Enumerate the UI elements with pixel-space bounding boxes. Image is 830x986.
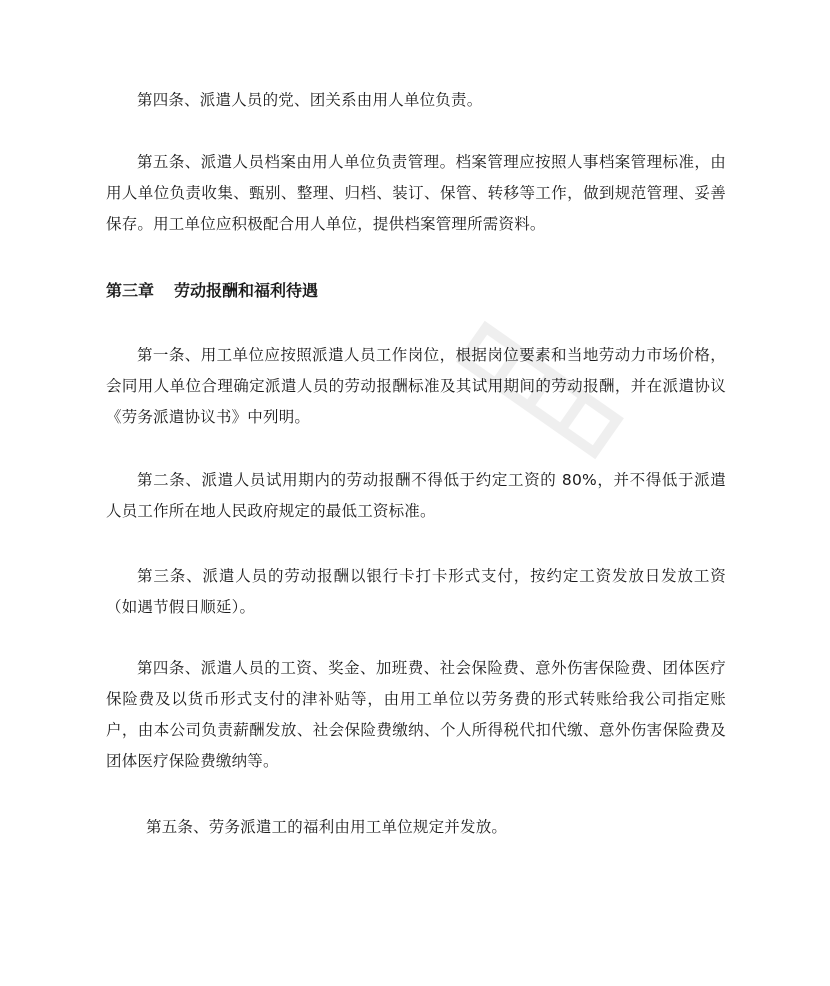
article-5-archives: 第五条、派遣人员档案由用人单位负责管理。档案管理应按照人事档案管理标准，由用人单位负责收集、甄别、整理、归档、装订、保管、转移等工作，做到规范管理、妥善保存。用工单位应积极配合用人单位，提供档案管理所需资料。 — [106, 153, 726, 233]
article-1-remuneration: 第一条、用工单位应按照派遣人员工作岗位，根据岗位要素和当地劳动力市场价格，会同用人单位合理确定派遣人员的劳动报酬标准及其试用期间的劳动报酬，并在派遣协议《劳务派遣协议书》中列明。 — [106, 346, 726, 426]
chapter-number: 第三章 — [106, 281, 155, 300]
article-2-probation-pay: 第二条、派遣人员试用期内的劳动报酬不得低于约定工资的 80%，并不得低于派遣人员工作所在地人民政府规定的最低工资标准。 — [106, 471, 726, 520]
article-4-wages-and-insurance: 第四条、派遣人员的工资、奖金、加班费、社会保险费、意外伤害保险费、团体医疗保险费及以货币形式支付的津补贴等，由用工单位以劳务费的形式转账给我公司指定账户，由本公司负责薪酬发放、社会保险费缴纳、个人所得税代扣代缴、意外伤害保险费及团体医疗保险费缴纳等。 — [106, 659, 726, 770]
chapter-title: 劳动报酬和福利待遇 — [174, 281, 319, 300]
article-3-payment-method: 第三条、派遣人员的劳动报酬以银行卡打卡形式支付，按约定工资发放日发放工资（如遇节假日顺延）。 — [106, 567, 726, 616]
article-4-party-relations: 第四条、派遣人员的党、团关系由用人单位负责。 — [137, 91, 483, 109]
article-5-welfare: 第五条、劳务派遣工的福利由用工单位规定并发放。 — [146, 818, 508, 836]
chapter-heading — [106, 276, 318, 306]
